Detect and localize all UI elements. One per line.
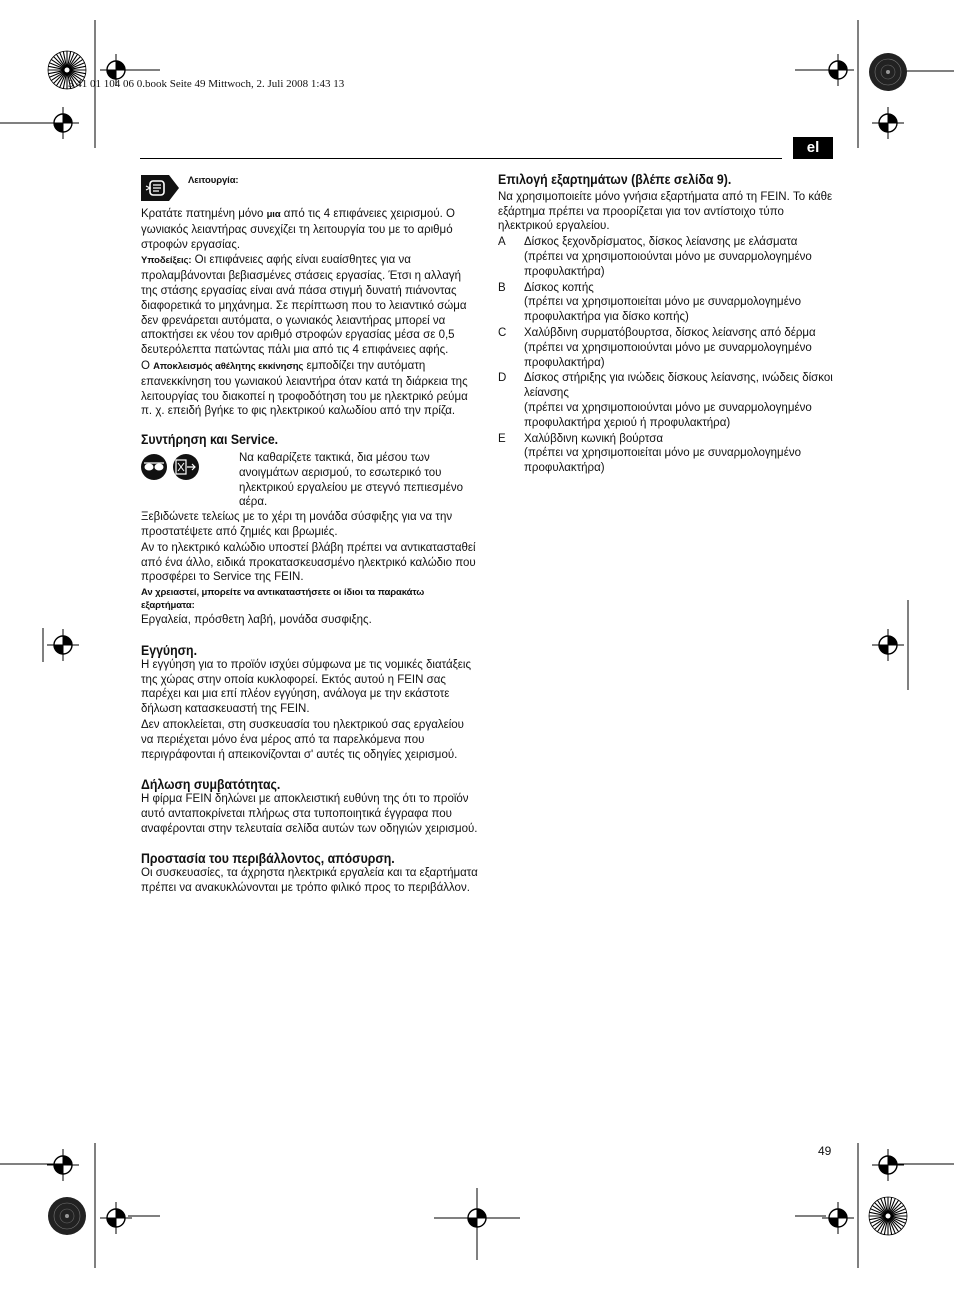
accessory-item (498, 432, 836, 476)
text-run: Κρατάτε πατημένη μόνο (141, 208, 267, 220)
accessory-item (498, 326, 836, 370)
text-run: από τις 4 επιφάνειες χειρισμού. Ο γωνιακός λειαντήρας συνεχίζει τη λειτουργία του με το αριθμό στροφών εργασίας. (141, 208, 455, 251)
accessory-item (498, 371, 836, 430)
accessory-description (524, 281, 836, 325)
service-paragraph-4: Αν χρειαστεί, μπορείτε να αντικαταστήσετε οι ίδιοι τα παρακάτω εξαρτήματα: (141, 587, 425, 612)
book-header-line: 3 41 01 104 06 0.book Seite 49 Mittwoch, 2. Juli 2008 1:43 13 (68, 78, 345, 90)
bold-run: Αποκλεισμός αθέλητης εκκίνησης (153, 360, 304, 372)
accessory-note: (πρέπει να χρησιμοποιείται μόνο με συναρμολογημένο προφυλακτήρα για δίσκο κοπής) (524, 296, 801, 324)
accessory-description (524, 371, 836, 430)
warranty-paragraph-2: Δεν αποκλείεται, στη συσκευασία του ηλεκτρικού σας εργαλείου να περιέχεται μόνο ένα μέρος από τα παρελκόμενα που περιγράφονται ή απεικονίζονται σ' αυτές τις οδηγίες χειρισμού. (141, 718, 464, 761)
accessory-letter: E (498, 432, 506, 445)
accessory-letter: B (498, 281, 506, 294)
warranty-paragraph-1: Η εγγύηση για το προϊόν ισχύει σύμφωνα με τις νομικές διατάξεις της χώρας στην οποία κυκλοφορεί. Εκτός αυτού η FEIN σας παρέχει και μια επί πλέον εγγύηση, ανάλογα με την εκάστοτε δήλωση κατασκευαστή της FEIN. (141, 658, 472, 716)
page-number: 49 (818, 1144, 832, 1158)
service-paragraph-1: Να καθαρίζετε τακτικά, δια μέσου των ανοιγμάτων αερισμού, το εσωτερικό του ηλεκτρικού εργαλείου με στεγνό πεπιεσμένο αέρα. (239, 451, 464, 509)
notes-label: Υποδείξεις: (141, 255, 192, 267)
text-run: εμποδίζει την αυτόματη επανεκκίνηση του γωνιακού λειαντήρα όταν κατά τη διάρκεια της λειτουργίας του διακοπεί η τροφοδότηση του με ηλεκτρικό ρεύμα π. χ. επειδή βγήκε το φις ηλεκτρικού καλωδίου από την πρίζα. (141, 359, 468, 418)
right-column (498, 172, 836, 477)
accessory-item (498, 281, 836, 325)
accessories-heading: Επιλογή εξαρτημάτων (βλέπε σελίδα 9). (498, 171, 732, 187)
top-rule (140, 158, 782, 159)
hand-grip-icon (141, 175, 179, 201)
notes-paragraph (141, 253, 479, 358)
restart-lock-paragraph (141, 359, 479, 419)
accessory-text: Χαλύβδινη κωνική βούρτσα (524, 432, 664, 445)
operation-label: Λειτουργία: (188, 175, 239, 186)
accessory-letter: A (498, 236, 506, 249)
conformity-heading: Δήλωση συμβατότητας. (141, 776, 281, 793)
service-paragraph-5: Εργαλεία, πρόσθετη λαβή, μονάδα συσφιξης. (141, 614, 372, 627)
service-icons (141, 451, 239, 491)
accessory-letter: C (498, 326, 507, 339)
accessory-note: (πρέπει να χρησιμοποιείται μόνο με συναρμολογημένο προφυλακτήρα) (524, 447, 801, 475)
environment-paragraph: Οι συσκευασίες, τα άχρηστα ηλεκτρικά εργαλεία και τα εξαρτήματα πρέπει να ανακυκλώνονται με τρόπο φιλικό προς το περιβάλλον. (141, 867, 478, 895)
accessory-item (498, 235, 836, 279)
text-run: Ο (141, 359, 154, 372)
accessory-note: (πρέπει να χρησιμοποιούνται μόνο με συναρμολογημένο προφυλακτήρα) (524, 250, 812, 278)
warranty-heading: Εγγύηση. (141, 641, 198, 658)
accessory-text: Δίσκος στήριξης για ινώδεις δίσκους λείανσης, ινώδεις δίσκοι λείανσης (524, 372, 833, 400)
accessory-description (524, 326, 836, 370)
accessory-description (524, 235, 836, 279)
bold-run: μια (266, 209, 281, 220)
accessory-note: (πρέπει να χρησιμοποιούνται μόνο με συναρμολογημένο προφυλακτήρα χεριού ή προφυλακτήρα) (524, 401, 812, 429)
service-paragraph-3: Αν το ηλεκτρικό καλώδιο υποστεί βλάβη πρέπει να αντικατασταθεί από ένα άλλο, ειδικά προκατασκευασμένο ηλεκτρικό καλώδιο που προσφέρει το Service της FEIN. (141, 541, 476, 584)
text-run: Οι επιφάνειες αφής είναι ευαίσθητες για να προλαμβάνονται βεβιασμένες στάσεις εργασίας. Έτσι η αλλαγή της στάσης εργασίας είναι ανά πάσα στιγμή δυνατή πιάνοντας διαφορετικά το μηχάνημα. Σε περίπτωση που το λειαντικό σώμα δεν φρενάρεται αυτόματα, ο γωνιακός λειαντήρας μπορεί να αποκτήσει εκ νέου τον αριθμό στροφών εργασίας μέσα σε 0,5 δευτερόλεπτα πατώντας πάλι μια από τις 4 επιφάνειες αφής. (141, 254, 467, 357)
accessory-text: Χαλύβδινη συρματόβουρτσα, δίσκος λείανσης από δέρμα (524, 326, 816, 339)
conformity-paragraph: Η φίρμα FEIN δηλώνει με αποκλειστική ευθύνη της ότι το προϊόν αυτό ανταποκρίνεται πλήρως στα τυποποιητικά έγγραφα που αναφέρονται στην τελευταία σελίδα αυτών των οδηγιών χειρισμού. (141, 793, 478, 835)
accessory-description (524, 432, 836, 476)
accessory-text: Δίσκος ξεχονδρίσματος, δίσκος λείανσης με ελάσματα (524, 236, 798, 249)
accessory-text: Δίσκος κοπής (524, 281, 594, 294)
unplug-icon (173, 454, 199, 480)
accessories-list (498, 235, 836, 476)
service-paragraph-2: Ξεβιδώνετε τελείως με το χέρι τη μονάδα σύσφιξης για να την προστατέψετε από ζημιές και βρωμιές. (141, 511, 453, 538)
environment-heading: Προστασία του περιβάλλοντος, απόσυρση. (141, 850, 395, 867)
accessory-letter: D (498, 372, 507, 385)
service-heading: Συντήρηση και Service. (141, 431, 279, 448)
accessory-note: (πρέπει να χρησιμοποιούνται μόνο με συναρμολογημένο προφυλακτήρα) (524, 341, 812, 369)
operation-paragraph-1 (141, 207, 479, 252)
language-tab: el (793, 137, 833, 159)
accessories-intro: Να χρησιμοποιείτε μόνο γνήσια εξαρτήματα από τη FEIN. Το κάθε εξάρτημα πρέπει να προορίζεται για τον αντίστοιχο τύπο ηλεκτρικού εργαλείου. (498, 190, 833, 233)
left-column (141, 207, 479, 897)
safety-goggles-icon (141, 454, 167, 480)
